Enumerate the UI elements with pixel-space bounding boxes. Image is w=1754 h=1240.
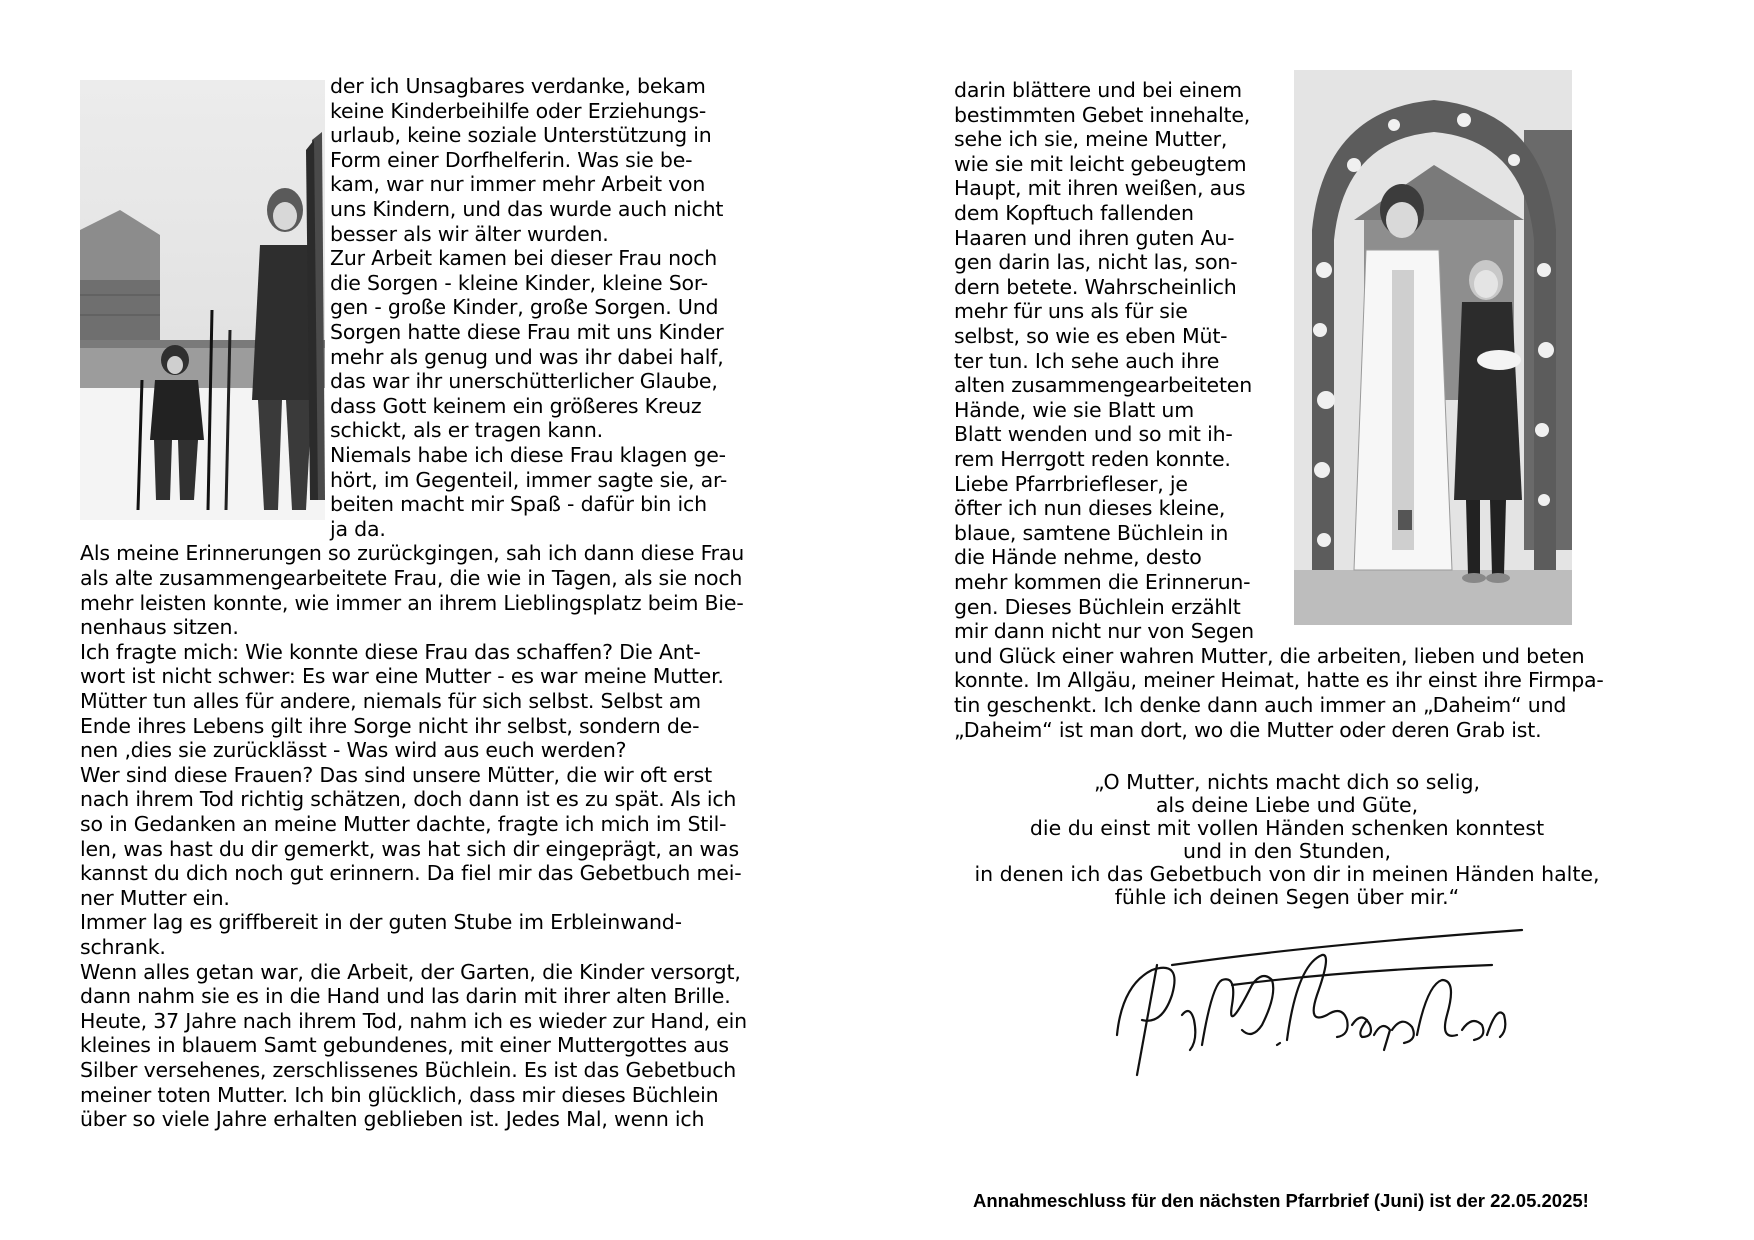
text-line: Blatt wenden und so mit ih- (954, 422, 1233, 447)
photo-priest-and-mother (1294, 70, 1572, 625)
text-line: öfter ich nun dieses kleine, (954, 496, 1226, 521)
handwritten-signature (1112, 925, 1532, 1080)
text-line: als alte zusammengearbeitete Frau, die wie in Tagen, als sie noch (80, 566, 743, 590)
text-line: die Hände nehme, desto (954, 545, 1202, 570)
text-line: gen. Dieses Büchlein erzählt (954, 594, 1241, 619)
text-line: mehr leisten konnte, wie immer an ihrem Lieblingsplatz beim Bie- (80, 590, 744, 615)
text-line: gen darin las, nicht las, son- (954, 250, 1238, 275)
text-line: mehr kommen die Erinnerun- (954, 570, 1251, 594)
poem-line: als deine Liebe und Güte, (1155, 793, 1419, 817)
text-line: Wer sind diese Frauen? Das sind unsere Mütter, die wir oft erst (80, 762, 712, 787)
text-line: der ich Unsagbares verdanke, bekam (330, 74, 706, 98)
text-line: nenhaus sitzen. (80, 615, 239, 640)
text-line: konnte. Im Allgäu, meiner Heimat, hatte es ihr einst ihre Firmpa- (954, 668, 1604, 693)
text-line: die Sorgen - kleine Kinder, kleine Sor- (330, 270, 708, 295)
text-line: Niemals habe ich diese Frau klagen ge- (330, 443, 726, 467)
text-line: keine Kinderbeihilfe oder Erziehungs- (330, 98, 707, 123)
text-line: schickt, als er tragen kann. (330, 418, 604, 443)
poem-line: und in den Stunden, (1182, 839, 1392, 863)
text-line: uns Kindern, und das wurde auch nicht (330, 197, 724, 221)
text-line: ner Mutter ein. (80, 885, 230, 910)
priest-mother-illustration (1294, 70, 1572, 625)
poem-line: die du einst mit vollen Händen schenken konntest (1029, 816, 1545, 840)
text-line: ter tun. Ich sehe auch ihre (954, 348, 1220, 373)
text-line: dern betete. Wahrscheinlich (954, 274, 1237, 299)
text-line: schrank. (80, 935, 166, 959)
text-line: Wenn alles getan war, die Arbeit, der Garten, die Kinder versorgt, (80, 959, 741, 984)
text-line: Heute, 37 Jahre nach ihrem Tod, nahm ich es wieder zur Hand, ein (80, 1008, 747, 1033)
text-line: „Daheim“ ist man dort, wo die Mutter oder deren Grab ist. (954, 717, 1542, 742)
text-line: darin blättere und bei einem (954, 78, 1242, 102)
text-line: Sorgen hatte diese Frau mit uns Kinder (330, 320, 724, 344)
text-line: tin geschenkt. Ich denke dann auch immer an „Daheim“ und (954, 693, 1567, 717)
text-line: rem Herrgott reden konnte. (954, 447, 1231, 471)
text-line: Haupt, mit ihren weißen, aus (954, 176, 1246, 201)
text-line: mehr für uns als für sie (954, 299, 1188, 324)
text-line: selbst, so wie es eben Müt- (954, 324, 1228, 348)
text-line: Ende ihres Lebens gilt ihre Sorge nicht ihr selbst, sondern de- (80, 713, 700, 738)
text-line: über so viele Jahre erhalten geblieben ist. Jedes Mal, wenn ich (80, 1107, 705, 1132)
text-line: sehe ich sie, meine Mutter, (954, 127, 1228, 152)
text-line: Mütter tun alles für andere, niemals für sich selbst. Selbst am (80, 689, 701, 713)
text-line: gen - große Kinder, große Sorgen. Und (330, 295, 719, 320)
text-line: ja da. (330, 516, 386, 541)
text-line: so in Gedanken an meine Mutter dachte, fragte ich mich im Stil- (80, 812, 727, 836)
text-line: hört, im Gegenteil, immer sagte sie, ar- (330, 467, 728, 492)
text-line: Form einer Dorfhelferin. Was sie be- (330, 147, 693, 172)
text-line: len, was hast du dir gemerkt, was hat sich dir eingeprägt, an was (80, 836, 739, 861)
text-line: dann nahm sie es in die Hand und las darin mit ihrer alten Brille. (80, 984, 731, 1009)
poem-line: „O Mutter, nichts macht dich so selig, (1094, 770, 1480, 794)
right-page (877, 0, 1754, 1240)
text-line: Silber versehenes, zerschlissenes Büchlein. Es ist das Gebetbuch (80, 1058, 737, 1082)
text-line: nen ‚dies sie zurücklässt - Was wird aus euch werden? (80, 738, 627, 763)
text-line: bestimmten Gebet innehalte, (954, 102, 1251, 127)
text-line: mir dann nicht nur von Segen (954, 619, 1254, 644)
text-line: kannst du dich noch gut erinnern. Da fiel mir das Gebetbuch mei- (80, 861, 742, 886)
poem-line: in denen ich das Gebetbuch von dir in meinen Händen halte, (974, 862, 1600, 886)
text-line: Als meine Erinnerungen so zurückgingen, sah ich dann diese Frau (80, 541, 745, 566)
photo-children-with-skis (80, 80, 325, 520)
text-line: blaue, samtene Büchlein in (954, 520, 1229, 545)
poem-block (877, 771, 1697, 921)
text-line: Zur Arbeit kamen bei dieser Frau noch (330, 246, 718, 271)
text-line: alten zusammengearbeiteten (954, 373, 1252, 398)
text-line: urlaub, keine soziale Unterstützung in (330, 123, 712, 148)
text-line: kleines in blauem Samt gebundenes, mit einer Muttergottes aus (80, 1033, 729, 1058)
poem-line: fühle ich deinen Segen über mir.“ (1114, 885, 1460, 909)
children-skis-illustration (80, 80, 325, 520)
text-line: beiten macht mir Spaß - dafür bin ich (330, 492, 707, 517)
text-line: Ich fragte mich: Wie konnte diese Frau das schaffen? Die Ant- (80, 639, 701, 664)
text-line: Immer lag es griffbereit in der guten Stube im Erbleinwand- (80, 910, 682, 935)
text-line: Liebe Pfarrbriefleser, je (954, 471, 1188, 496)
deadline-notice: Annahmeschluss für den nächsten Pfarrbrief (Juni) ist der 22.05.2025! (973, 1190, 1589, 1211)
text-line: mehr als genug und was ihr dabei half, (330, 344, 724, 369)
text-line: kam, war nur immer mehr Arbeit von (330, 172, 706, 197)
text-line: wie sie mit leicht gebeugtem (954, 151, 1247, 176)
text-line: und Glück einer wahren Mutter, die arbeiten, lieben und beten (954, 643, 1585, 668)
text-line: Haaren und ihren guten Au- (954, 225, 1235, 250)
text-line: dem Kopftuch fallenden (954, 201, 1194, 225)
text-line: wort ist nicht schwer: Es war eine Mutter - es war meine Mutter. (80, 664, 724, 689)
text-line: besser als wir älter wurden. (330, 221, 609, 246)
text-line: das war ihr unerschütterlicher Glaube, (330, 369, 718, 394)
text-line: meiner toten Mutter. Ich bin glücklich, dass mir dieses Büchlein (80, 1082, 719, 1107)
text-line: dass Gott keinem ein größeres Kreuz (330, 393, 702, 418)
text-line: Hände, wie sie Blatt um (954, 397, 1194, 422)
text-line: nach ihrem Tod richtig schätzen, doch dann ist es zu spät. Als ich (80, 787, 737, 812)
